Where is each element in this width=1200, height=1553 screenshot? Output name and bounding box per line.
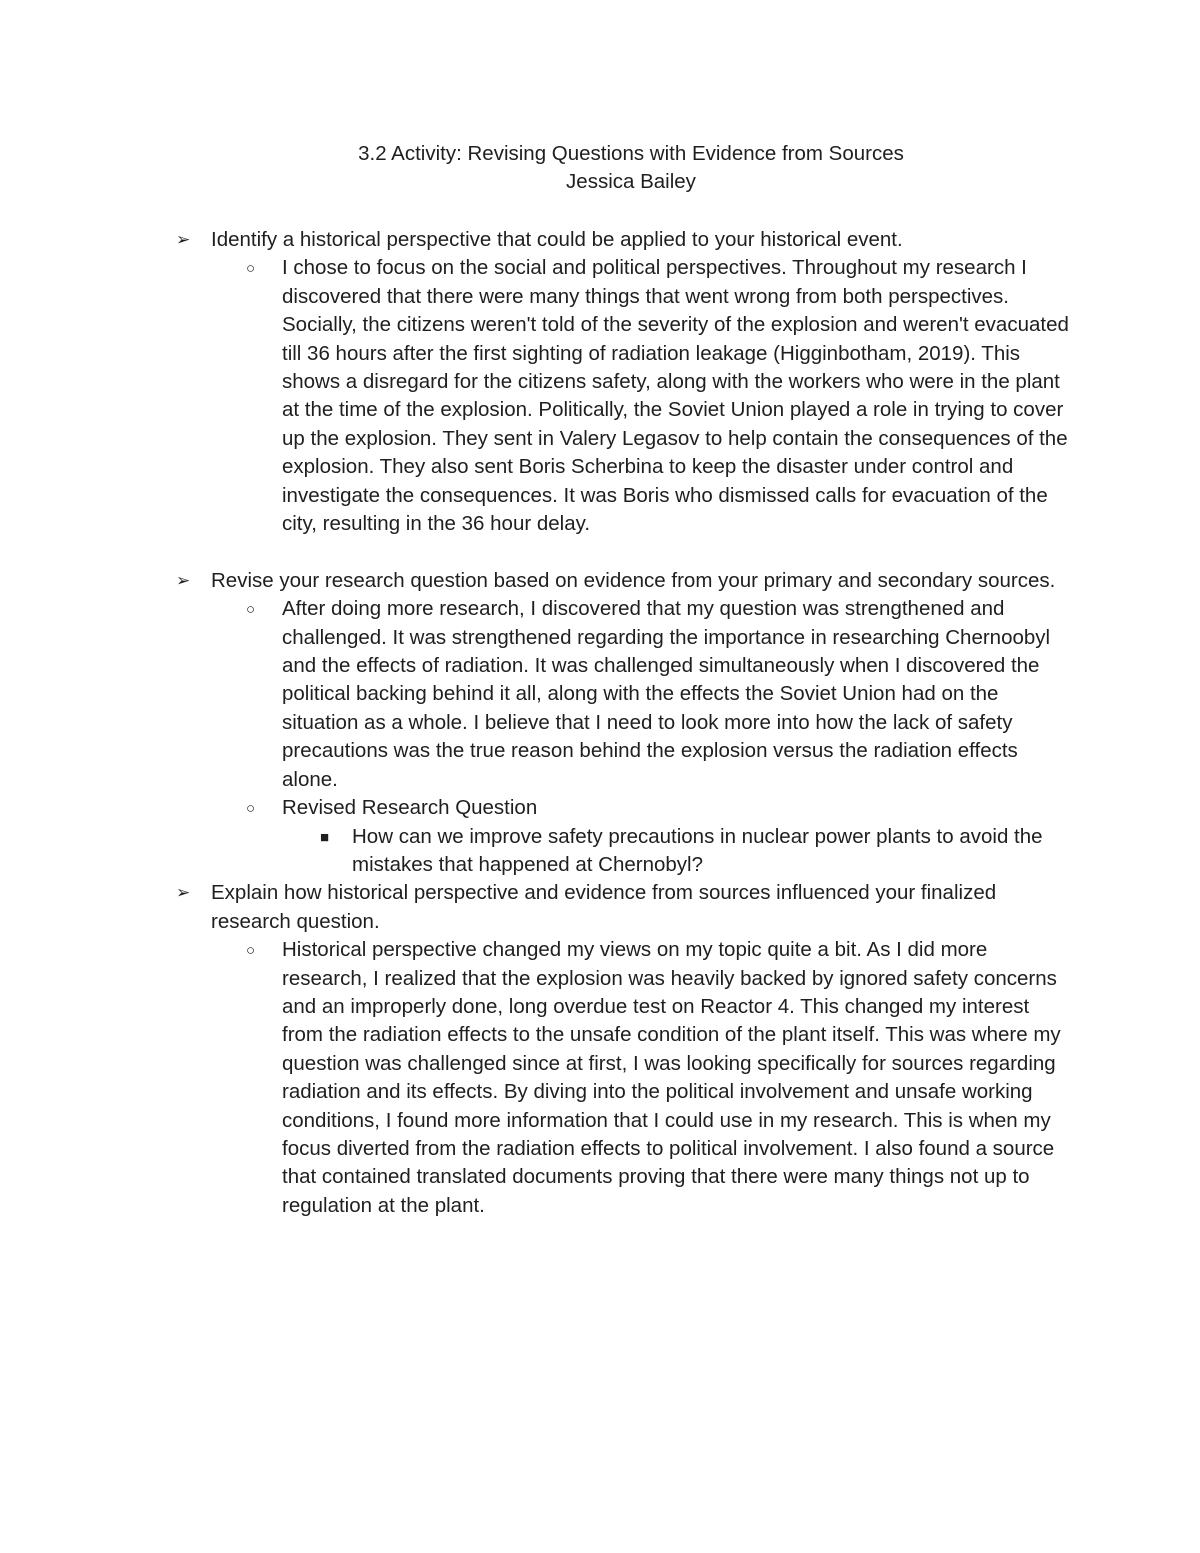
prompt-text: Explain how historical perspective and evidence from sources influenced your finalized research question. xyxy=(211,881,997,933)
revised-question-text: How can we improve safety precautions in nuclear power plants to avoid the mistakes that happened at Chernobyl? xyxy=(352,824,1043,876)
circle-bullet-icon: ○ xyxy=(246,800,256,818)
section-2-prompt xyxy=(0,567,1071,595)
section-3-prompt xyxy=(0,879,1071,936)
section-3-answer-1 xyxy=(0,936,1072,1220)
prompt-text: Identify a historical perspective that could be applied to your historical event. xyxy=(211,228,903,251)
answer-text: I chose to focus on the social and political perspectives. Throughout my research I discovered that there were many things that went wrong from both perspectives. Socially, the citizens weren't told of the severity of the explosion and weren't evacuated till 36 hours after the first sighting of radiation leakage (Higginbotham, 2019). This shows a disregard for the citizens safety, along with the workers who were in the plant at the time of the explosion. Politically, the Soviet Union played a role in trying to cover up the explosion. They sent in Valery Legasov to help contain the consequences of the explosion. They also sent Boris Scherbina to keep the disaster under control and investigate the consequences. It was Boris who dismissed calls for evacuation of the city, resulting in the 36 hour delay. xyxy=(282,256,1069,536)
revised-question xyxy=(0,823,1072,880)
circle-bullet-icon: ○ xyxy=(246,260,256,278)
document-header xyxy=(0,140,1200,197)
circle-bullet-icon: ○ xyxy=(246,942,256,960)
section-1-answer-1 xyxy=(0,254,1072,538)
document-body xyxy=(0,226,1200,1220)
prompt-text: Revise your research question based on evidence from your primary and secondary sources. xyxy=(211,568,1056,592)
square-bullet-icon: ■ xyxy=(320,828,330,846)
answer-text: After doing more research, I discovered that my question was strengthened and challenged. It was strengthened regarding the importance in researching Chernoobyl and the effects of radiation. It was challenged simultaneously when I discovered the political backing behind it all, along with the effects the Soviet Union had on the situation as a whole. I believe that I need to look more into how the lack of safety precautions was the true reason behind the explosion versus the radiation effects alone. xyxy=(282,597,1051,791)
section-2-answer-1 xyxy=(0,595,1072,794)
section-1-prompt xyxy=(0,226,1071,254)
document-author: Jessica Bailey xyxy=(566,170,696,194)
arrow-bullet-icon: ➢ xyxy=(176,230,191,249)
document-title: 3.2 Activity: Revising Questions with Evidence from Sources xyxy=(358,142,904,165)
arrow-bullet-icon: ➢ xyxy=(176,883,191,903)
answer-text: Revised Research Question xyxy=(282,796,538,820)
section-2-answer-2 xyxy=(0,794,1072,822)
paragraph-spacer xyxy=(0,538,1200,566)
circle-bullet-icon: ○ xyxy=(246,601,256,619)
answer-text: Historical perspective changed my views on my topic quite a bit. As I did more research, I realized that the explosion was heavily backed by ignored safety concerns and an improperly done, long overdue test on Reactor 4. This changed my interest from the radiation effects to the unsafe condition of the plant itself. This was where my question was challenged since at first, I was looking specifically for sources regarding radiation and its effects. By diving into the political involvement and unsafe working conditions, I found more information that I could use in my research. This is when my focus diverted from the radiation effects to political involvement. I also found a source that contained translated documents proving that there were many things not up to regulation at the plant. xyxy=(282,938,1061,1217)
arrow-bullet-icon: ➢ xyxy=(176,570,191,590)
